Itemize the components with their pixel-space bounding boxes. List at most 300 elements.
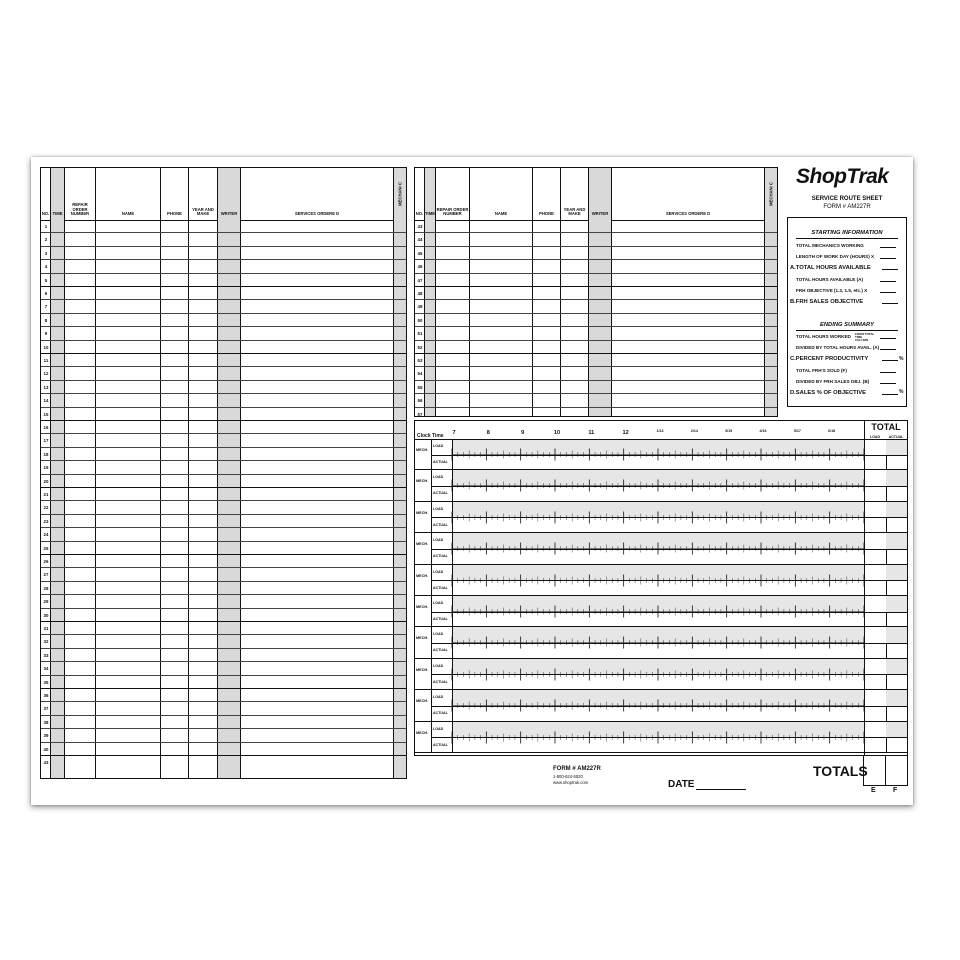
row-number: 51 bbox=[417, 331, 423, 337]
mech-label: MECH. bbox=[416, 636, 429, 641]
total-load-cell[interactable] bbox=[865, 627, 887, 644]
row-number: 21 bbox=[43, 492, 49, 497]
row-number: 55 bbox=[417, 384, 423, 390]
hours-note: FROM TOTAL TIME COLUMN bbox=[855, 332, 875, 342]
total-title: TOTAL bbox=[871, 422, 901, 432]
table-row[interactable] bbox=[415, 327, 777, 340]
right-order-table bbox=[414, 167, 778, 417]
info-item-label: D.SALES % OF OBJECTIVE bbox=[790, 390, 867, 396]
mechanic-row bbox=[415, 659, 907, 690]
col-header-mechanic bbox=[394, 168, 406, 220]
actual-label: ACTUAL bbox=[433, 585, 448, 590]
row-number: 22 bbox=[43, 505, 49, 511]
col-header-label: WRITER bbox=[591, 211, 609, 217]
total-load-actual-cell[interactable] bbox=[886, 533, 907, 550]
table-row[interactable] bbox=[41, 622, 406, 635]
info-item-field[interactable] bbox=[880, 292, 896, 293]
total-load-cell[interactable] bbox=[865, 533, 887, 550]
info-item-label: B.FRH SALES OBJECTIVE bbox=[790, 299, 864, 305]
col-header-phone bbox=[533, 168, 561, 220]
info-item-label: FRH OBJECTIVE (1.3, 1.5, etc.) X bbox=[796, 287, 868, 293]
row-number: 23 bbox=[43, 518, 49, 524]
col-header-phone bbox=[161, 168, 189, 220]
table-row[interactable] bbox=[41, 501, 406, 514]
footer-web: www.shoptrak.com bbox=[553, 780, 589, 785]
mech-label: MECH. bbox=[416, 667, 429, 672]
info-item-field[interactable] bbox=[882, 394, 898, 395]
table-header bbox=[415, 168, 777, 221]
col-header-label: SERVICES ORDERE D bbox=[294, 211, 340, 217]
mech-cell[interactable] bbox=[415, 659, 432, 689]
time-ticks bbox=[452, 596, 864, 627]
table-row[interactable] bbox=[41, 555, 406, 568]
hour-label: 3/15 bbox=[725, 429, 733, 433]
row-number: 52 bbox=[417, 344, 423, 350]
row-number: 38 bbox=[43, 719, 49, 725]
time-ticks bbox=[452, 502, 864, 533]
mechanic-row bbox=[415, 722, 907, 753]
total-actual-cell[interactable] bbox=[865, 674, 887, 689]
total-load-cell[interactable] bbox=[865, 659, 887, 676]
service-route-sheet bbox=[31, 157, 913, 805]
row-number: 24 bbox=[43, 532, 49, 538]
total-cells bbox=[864, 502, 907, 532]
row-number: 25 bbox=[43, 545, 49, 551]
col-header-label: TIME bbox=[425, 211, 436, 217]
info-item-label: TOTAL HOURS AVAILABLE (A) bbox=[796, 276, 864, 282]
table-row[interactable] bbox=[41, 515, 406, 528]
info-item-field[interactable] bbox=[880, 349, 896, 350]
info-item-label: DIVIDED BY TOTAL HOURS AVAIL. (A) bbox=[796, 345, 880, 351]
hour-label: 8 bbox=[486, 430, 490, 436]
actual-label: ACTUAL bbox=[433, 522, 448, 527]
totals-label: TOTALS bbox=[813, 763, 868, 779]
footer-form-number: FORM # AM227R bbox=[553, 766, 601, 772]
table-row[interactable] bbox=[415, 274, 777, 287]
total-cells bbox=[864, 470, 907, 500]
table-row[interactable] bbox=[41, 635, 406, 648]
table-row[interactable] bbox=[415, 408, 777, 421]
total-actual-cell[interactable] bbox=[865, 580, 887, 595]
footer-phone: 1-800-624-5520 bbox=[553, 774, 583, 779]
actual-label: ACTUAL bbox=[433, 711, 448, 716]
mech-label: MECH. bbox=[416, 448, 429, 452]
info-item-label: TOTAL FRH'S SOLD (F) bbox=[796, 367, 847, 373]
total-load-actual-cell[interactable] bbox=[886, 659, 907, 676]
total-actual-cell[interactable] bbox=[865, 549, 887, 564]
col-header-label: TIME bbox=[52, 211, 63, 217]
table-row[interactable] bbox=[41, 274, 406, 287]
table-row[interactable] bbox=[41, 716, 406, 729]
info-item-field[interactable] bbox=[880, 383, 896, 384]
table-row[interactable] bbox=[41, 676, 406, 689]
table-row[interactable] bbox=[41, 287, 406, 300]
hour-label: 9 bbox=[521, 430, 525, 436]
load-label: LOAD bbox=[433, 663, 444, 668]
mech-cell[interactable] bbox=[415, 627, 432, 657]
row-number: 17 bbox=[43, 438, 49, 444]
table-row[interactable] bbox=[41, 233, 406, 246]
row-number: 3 bbox=[44, 250, 48, 256]
hour-label: 11 bbox=[588, 430, 595, 436]
col-header-time bbox=[425, 168, 436, 220]
mechanic-row bbox=[415, 596, 907, 627]
col-header-label: NO. bbox=[41, 211, 50, 217]
total-load-actual-cell[interactable] bbox=[886, 722, 907, 739]
row-number: 33 bbox=[43, 652, 49, 658]
table-row[interactable] bbox=[41, 756, 406, 769]
table-row[interactable] bbox=[415, 381, 777, 394]
table-row[interactable] bbox=[415, 287, 777, 300]
table-row[interactable] bbox=[41, 689, 406, 702]
mech-cell[interactable] bbox=[415, 502, 432, 532]
row-number: 28 bbox=[43, 585, 49, 591]
row-number: 31 bbox=[43, 626, 49, 631]
col-header-label: NO. bbox=[415, 211, 424, 217]
mech-cell[interactable] bbox=[415, 439, 432, 469]
col-header-label: YEAR AND MAKE bbox=[192, 206, 214, 217]
info-item-field[interactable] bbox=[880, 372, 896, 373]
col-header-label: MECHANI C bbox=[397, 182, 403, 206]
table-row[interactable] bbox=[415, 220, 777, 233]
col-header-year-make bbox=[189, 168, 218, 220]
info-item-field[interactable] bbox=[882, 303, 898, 304]
divider bbox=[796, 330, 898, 331]
load-label: LOAD bbox=[433, 726, 444, 731]
total-load-cell[interactable] bbox=[865, 596, 887, 613]
total-load-cell[interactable] bbox=[865, 439, 887, 456]
row-number: 48 bbox=[417, 291, 423, 296]
hour-label: 2/14 bbox=[690, 429, 698, 433]
table-row[interactable] bbox=[41, 542, 406, 555]
load-label: LOAD bbox=[433, 569, 444, 574]
table-row[interactable] bbox=[41, 649, 406, 662]
row-number: 6 bbox=[44, 291, 48, 296]
table-row[interactable] bbox=[415, 367, 777, 380]
total-cells bbox=[864, 659, 907, 689]
col-header-label: NAME bbox=[494, 211, 508, 217]
table-row[interactable] bbox=[41, 729, 406, 742]
percent-sign: % bbox=[899, 389, 904, 395]
row-number: 9 bbox=[44, 331, 48, 337]
table-row[interactable] bbox=[415, 354, 777, 367]
row-number: 36 bbox=[43, 693, 49, 698]
table-row[interactable] bbox=[415, 300, 777, 313]
row-number: 46 bbox=[417, 264, 423, 270]
total-load-actual-cell[interactable] bbox=[886, 470, 907, 487]
info-item-label: C.PERCENT PRODUCTIVITY bbox=[790, 356, 869, 363]
mechanic-row bbox=[415, 533, 907, 564]
table-row[interactable] bbox=[41, 300, 406, 313]
mech-label: MECH. bbox=[416, 573, 429, 578]
col-header-no bbox=[415, 168, 425, 220]
table-row[interactable] bbox=[41, 367, 406, 380]
hour-label: 7 bbox=[452, 430, 456, 436]
row-number: 14 bbox=[43, 398, 49, 404]
time-ticks bbox=[452, 565, 864, 596]
total-load-cell[interactable] bbox=[865, 470, 887, 487]
mech-cell[interactable] bbox=[415, 533, 432, 563]
starting-info-title: STARTING INFORMATION bbox=[811, 230, 883, 236]
table-row[interactable] bbox=[41, 609, 406, 622]
total-cells bbox=[864, 690, 907, 720]
col-header-label: PHONE bbox=[167, 211, 182, 217]
row-number: 27 bbox=[43, 572, 49, 578]
row-number: 4 bbox=[44, 264, 48, 270]
hour-label: 4/16 bbox=[759, 429, 767, 433]
table-row[interactable] bbox=[41, 434, 406, 447]
load-label: LOAD bbox=[433, 601, 444, 605]
total-cells bbox=[864, 439, 907, 469]
table-row[interactable] bbox=[41, 381, 406, 394]
time-ticks bbox=[452, 439, 864, 470]
mech-cell[interactable] bbox=[415, 722, 432, 752]
total-load-actual-cell[interactable] bbox=[886, 596, 907, 613]
actual-label: ACTUAL bbox=[433, 679, 448, 684]
row-number: 43 bbox=[417, 224, 423, 229]
total-load-label: LOAD bbox=[869, 435, 881, 439]
total-cells bbox=[864, 722, 907, 752]
col-header-label: REPAIR ORDER NUMBER bbox=[436, 206, 469, 217]
mech-cell[interactable] bbox=[415, 596, 432, 626]
table-row[interactable] bbox=[415, 260, 777, 273]
row-number: 18 bbox=[43, 451, 49, 457]
info-item-field[interactable] bbox=[880, 247, 896, 248]
table-row[interactable] bbox=[415, 314, 777, 327]
row-number: 10 bbox=[43, 344, 49, 350]
table-row[interactable] bbox=[41, 528, 406, 541]
actual-label: ACTUAL bbox=[433, 648, 448, 653]
mech-label: MECH. bbox=[416, 479, 429, 484]
ending-summary-title: ENDING SUMMARY bbox=[819, 322, 874, 328]
info-item-label: DIVIDED BY FRH SALES OBJ. (B) bbox=[796, 378, 870, 384]
row-number: 47 bbox=[417, 277, 423, 283]
table-row[interactable] bbox=[41, 327, 406, 340]
row-number: 50 bbox=[417, 317, 423, 323]
row-number: 12 bbox=[43, 371, 49, 377]
mechanic-row bbox=[415, 439, 907, 470]
row-number: 1 bbox=[44, 224, 48, 229]
table-row[interactable] bbox=[41, 595, 406, 608]
mech-cell[interactable] bbox=[415, 690, 432, 720]
row-number: 44 bbox=[417, 237, 423, 243]
total-load-cell[interactable] bbox=[865, 722, 887, 739]
percent-sign: % bbox=[899, 356, 904, 362]
total-cells bbox=[864, 627, 907, 657]
hour-label: 5/17 bbox=[793, 429, 801, 433]
info-item-field[interactable] bbox=[880, 258, 896, 259]
load-label: LOAD bbox=[433, 475, 444, 480]
total-cells bbox=[864, 565, 907, 595]
actual-label: ACTUAL bbox=[433, 491, 448, 496]
row-number: 34 bbox=[43, 666, 49, 672]
mechanic-schedule-grid bbox=[414, 420, 908, 756]
col-header-repair-order bbox=[65, 168, 96, 220]
mech-label: MECH. bbox=[416, 605, 429, 609]
table-row[interactable] bbox=[41, 421, 406, 434]
total-load-actual-cell[interactable] bbox=[886, 565, 907, 582]
row-number: 29 bbox=[43, 599, 49, 605]
row-number: 19 bbox=[43, 465, 49, 471]
actual-label: ACTUAL bbox=[433, 554, 448, 559]
info-item-field[interactable] bbox=[880, 281, 896, 282]
table-row[interactable] bbox=[41, 488, 406, 501]
row-number: 40 bbox=[43, 746, 49, 752]
mechanic-row bbox=[415, 565, 907, 596]
row-number: 43 bbox=[43, 760, 49, 765]
row-number: 49 bbox=[417, 304, 423, 310]
col-header-label: SERVICES ORDERE D bbox=[665, 211, 711, 217]
row-number: 56 bbox=[417, 398, 423, 404]
col-header-services bbox=[241, 168, 394, 220]
total-cells bbox=[864, 533, 907, 563]
row-number: 57 bbox=[417, 411, 423, 417]
row-number: 26 bbox=[43, 559, 49, 564]
info-item-field[interactable] bbox=[882, 269, 898, 270]
table-row[interactable] bbox=[41, 260, 406, 273]
row-number: 45 bbox=[417, 250, 423, 256]
table-row[interactable] bbox=[41, 461, 406, 474]
info-item-field[interactable] bbox=[880, 338, 896, 339]
row-number: 5 bbox=[44, 277, 48, 283]
col-header-label: YEAR AND MAKE bbox=[563, 206, 586, 217]
total-actual-cell[interactable] bbox=[865, 517, 887, 532]
info-item-label: LENGTH OF WORK DAY (HOURS) X bbox=[796, 254, 875, 260]
mechanic-row bbox=[415, 502, 907, 533]
table-row[interactable] bbox=[41, 220, 406, 233]
total-load-actual-cell[interactable] bbox=[886, 627, 907, 644]
mechanic-row bbox=[415, 470, 907, 501]
date-label: DATE bbox=[668, 779, 695, 790]
col-header-name bbox=[470, 168, 533, 220]
time-ticks bbox=[452, 659, 864, 690]
table-row[interactable] bbox=[41, 582, 406, 595]
actual-label: ACTUAL bbox=[433, 460, 448, 464]
table-row[interactable] bbox=[41, 247, 406, 260]
mechanic-row bbox=[415, 690, 907, 721]
row-number: 54 bbox=[417, 371, 423, 377]
table-row[interactable] bbox=[41, 568, 406, 581]
info-item-field[interactable] bbox=[882, 360, 898, 361]
time-ticks bbox=[452, 533, 864, 564]
info-item-label: A.TOTAL HOURS AVAILABLE bbox=[790, 265, 871, 272]
form-title: SERVICE ROUTE SHEET bbox=[811, 196, 883, 202]
total-actual-cell[interactable] bbox=[865, 643, 887, 658]
total-actual-cell[interactable] bbox=[865, 612, 887, 627]
total-actual-cell[interactable] bbox=[865, 706, 887, 721]
hour-label: 1/13 bbox=[656, 429, 664, 433]
table-row[interactable] bbox=[415, 394, 777, 407]
col-header-label: WRITER bbox=[220, 211, 238, 217]
mech-cell[interactable] bbox=[415, 470, 432, 500]
total-load-cell[interactable] bbox=[865, 565, 887, 582]
brand-logo: ShopTrak bbox=[796, 165, 889, 188]
total-actual-cell[interactable] bbox=[865, 455, 887, 470]
row-number: 39 bbox=[43, 733, 49, 739]
divider bbox=[796, 238, 898, 239]
table-row[interactable] bbox=[41, 662, 406, 675]
col-header-time bbox=[51, 168, 65, 220]
row-number: 2 bbox=[44, 237, 48, 243]
info-box bbox=[787, 217, 907, 407]
time-ticks bbox=[452, 690, 864, 721]
total-actual-cell[interactable] bbox=[865, 737, 887, 752]
col-header-services bbox=[612, 168, 765, 220]
totals-box[interactable] bbox=[863, 756, 908, 786]
table-row[interactable] bbox=[415, 341, 777, 354]
row-number: 15 bbox=[43, 411, 49, 417]
col-header-mechanic bbox=[765, 168, 777, 220]
table-row[interactable] bbox=[41, 394, 406, 407]
load-label: LOAD bbox=[433, 444, 444, 448]
row-number: 53 bbox=[417, 358, 423, 363]
mech-cell[interactable] bbox=[415, 565, 432, 595]
hour-label: 10 bbox=[553, 430, 561, 436]
table-row[interactable] bbox=[415, 233, 777, 246]
total-load-actual-cell[interactable] bbox=[886, 690, 907, 707]
hour-label: 12 bbox=[622, 430, 629, 436]
row-number: 32 bbox=[43, 639, 49, 645]
mech-label: MECH. bbox=[416, 699, 429, 704]
header-divider bbox=[415, 439, 907, 440]
row-number: 35 bbox=[43, 679, 49, 685]
actual-label: ACTUAL bbox=[433, 742, 448, 747]
row-number: 13 bbox=[43, 384, 49, 390]
col-header-repair-order bbox=[436, 168, 470, 220]
table-row[interactable] bbox=[41, 743, 406, 756]
form-number: FORM # AM227R bbox=[823, 204, 871, 210]
table-row[interactable] bbox=[41, 354, 406, 367]
total-load-actual-cell[interactable] bbox=[886, 502, 907, 519]
time-ticks bbox=[452, 722, 864, 753]
date-field[interactable] bbox=[696, 789, 746, 790]
table-row[interactable] bbox=[415, 247, 777, 260]
load-label: LOAD bbox=[433, 632, 444, 637]
total-cells bbox=[864, 596, 907, 626]
total-actual-cell[interactable] bbox=[865, 486, 887, 501]
total-load-cell[interactable] bbox=[865, 690, 887, 707]
table-row[interactable] bbox=[41, 341, 406, 354]
mech-label: MECH. bbox=[416, 730, 429, 735]
table-row[interactable] bbox=[41, 702, 406, 715]
table-row[interactable] bbox=[41, 314, 406, 327]
table-header bbox=[41, 168, 406, 221]
mechanic-row bbox=[415, 627, 907, 658]
row-number: 16 bbox=[43, 425, 49, 430]
col-header-name bbox=[96, 168, 161, 220]
table-row[interactable] bbox=[41, 408, 406, 421]
totals-e-label: E bbox=[871, 787, 876, 794]
clock-time-label: Clock Time bbox=[417, 433, 444, 439]
table-row[interactable] bbox=[41, 448, 406, 461]
total-load-cell[interactable] bbox=[865, 502, 887, 519]
total-actual-label: ACTUAL bbox=[888, 435, 904, 439]
col-header-year-make bbox=[561, 168, 589, 220]
row-number: 20 bbox=[43, 478, 49, 484]
col-header-writer bbox=[589, 168, 612, 220]
row-number: 11 bbox=[43, 358, 49, 363]
time-ticks bbox=[452, 470, 864, 501]
table-row[interactable] bbox=[41, 475, 406, 488]
total-load-actual-cell[interactable] bbox=[886, 439, 907, 456]
row-number: 7 bbox=[44, 304, 48, 310]
col-header-label: REPAIR ORDER NUMBER bbox=[70, 202, 90, 217]
info-item-label: TOTAL MECHANICS WORKING bbox=[796, 243, 864, 248]
row-number: 30 bbox=[43, 612, 49, 618]
mech-label: MECH. bbox=[416, 510, 429, 515]
col-header-label: NAME bbox=[121, 211, 135, 217]
totals-f-label: F bbox=[893, 787, 898, 794]
